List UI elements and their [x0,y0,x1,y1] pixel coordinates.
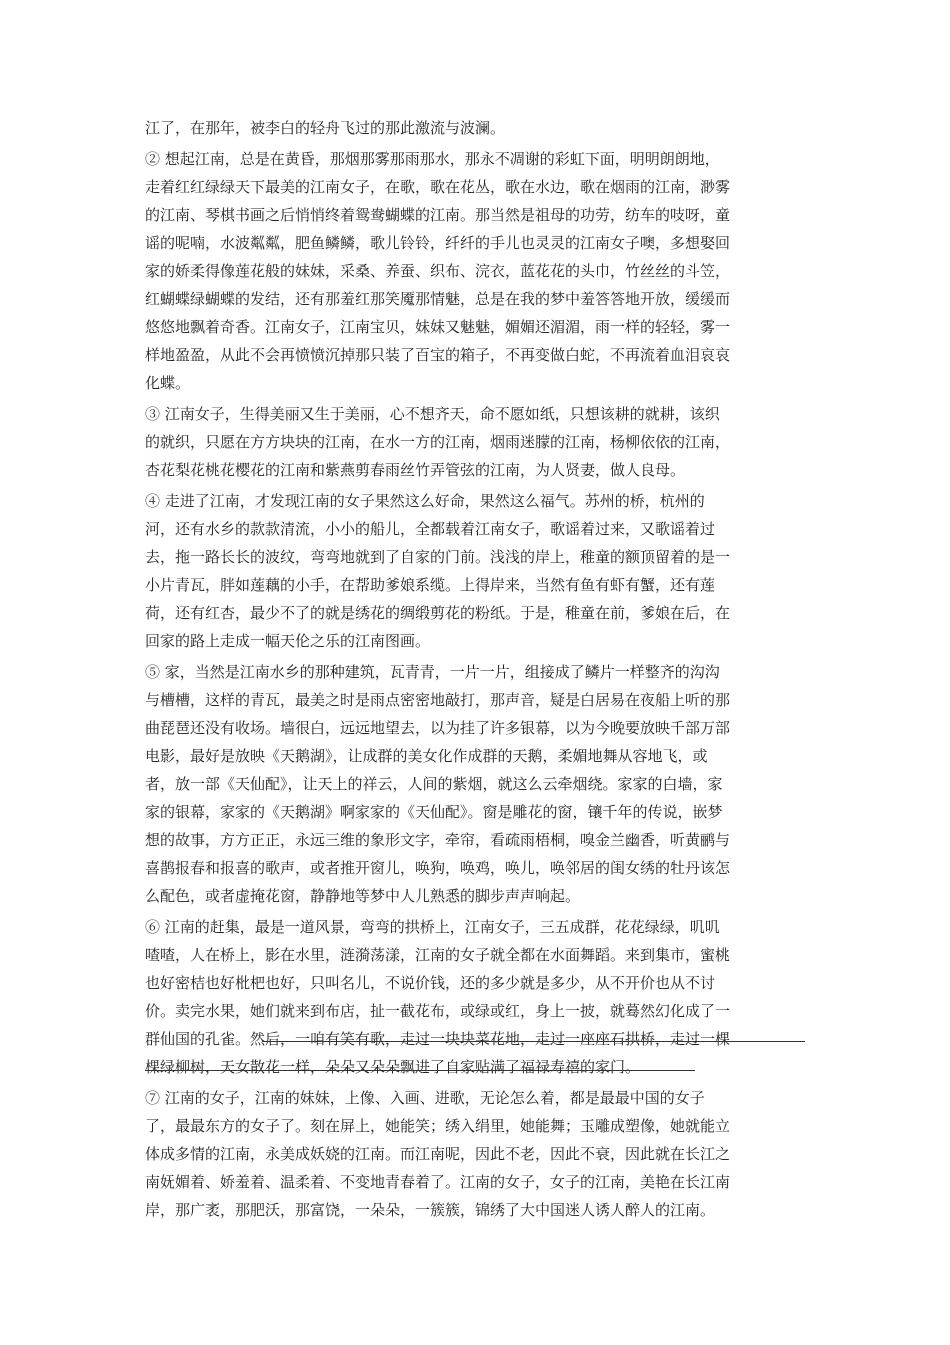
paragraph-2-line-8: 样地盈盈，从此不会再愤愤沉掉那只装了百宝的箱子，不再变做白蛇，不再流着血泪哀哀 [145,346,731,364]
paragraph-6-line-6: 棵绿柳树，天女散花一样，朵朵又朵朵飘进了自家贴满了福禄寿禧的家门。 [145,1058,641,1076]
paragraph-4-line-3: 去，拖一路长长的波纹，弯弯地就到了自家的门前。浅浅的岸上，稚童的额顶留着的是一 [145,548,731,566]
paragraph-5-line-7: 想的故事，方方正正，永远三维的象形文字，牵帘，看疏雨梧桐，嗅金兰幽香，听黄鹂与 [145,831,731,849]
paragraph-3-line-3: 杏花梨花桃花樱花的江南和紫燕剪春雨丝竹弄管弦的江南，为人贤妻，做人良母。 [145,461,686,479]
paragraph-4-line-1: ④ 走进了江南，才发现江南的女子果然这么好命，果然这么福气。苏州的桥，杭州的 [145,492,705,510]
article-body [145,114,745,1224]
paragraph-6-line-1: ⑥ 江南的赶集，最是一道风景，弯弯的拱桥上，江南女子，三五成群，花花绿绿，叽叽 [145,918,720,936]
paragraph-5-line-6: 家的银幕，家家的《天鹅湖》啊家家的《天仙配》。窗是雕花的窗，镶千年的传说，嵌梦 [145,803,723,821]
paragraph-5-line-5: 者，放一部《天仙配》，让天上的祥云，人间的紫烟，就这么云牵烟绕。家家的白墙，家 [145,775,723,793]
paragraph-7-line-2: 了，最最东方的女子了。刻在屏上，她能笑；绣入绢里，她能舞；玉雕成塑像，她就能立 [145,1117,731,1135]
paragraph-2-line-6: 红蝴蝶绿蝴蝶的发结，还有那羞红那笑魇那情魅，总是在我的梦中羞答答地开放，缓缓而 [145,290,731,308]
underline-rule [262,1041,805,1042]
paragraph-7-line-4: 南妩媚着、娇羞着、温柔着、不变地青春着了。江南的女子，女子的江南，美艳在长江南 [145,1173,731,1191]
paragraph-7-line-3: 体成多情的江南，永美成妖娆的江南。而江南呢，因此不老，因此不衰，因此就在长江之 [145,1145,731,1163]
paragraph-3-line-1: ③ 江南女子，生得美丽又生于美丽，心不想齐天，命不愿如纸，只想该耕的就耕，该织 [145,405,720,423]
paragraph-2-line-1: ② 想起江南，总是在黄昏，那烟那雾那雨那水，那永不凋谢的彩虹下面，明明朗朗地， [145,150,720,168]
paragraph-2-line-4: 谣的呢喃，水波粼粼，肥鱼鳞鳞，歌儿铃铃，纤纤的手儿也灵灵的江南女子噢，多想娶回 [145,234,731,252]
paragraph-5-line-1: ⑤ 家，当然是江南水乡的那种建筑，瓦青青，一片一片，组接成了鳞片一样整齐的沟沟 [145,663,720,681]
paragraph-5-line-9: 么配色，或者虚掩花窗，静静地等梦中人儿熟悉的脚步声声响起。 [145,887,581,905]
paragraph-5-line-4: 电影，最好是放映《天鹅湖》，让成群的美女化作成群的天鹅，柔媚地舞从容地飞，或 [145,747,708,765]
paragraph-7-line-1: ⑦ 江南的女子，江南的妹妹，上像、入画、进歌，无论怎么着，都是最最中国的女子 [145,1089,705,1107]
paragraph-4-line-4: 小片青瓦，胖如莲藕的小手，在帮助爹娘系缆。上得岸来，当然有鱼有虾有蟹，还有莲 [145,576,716,594]
underline-rule [145,1070,695,1071]
paragraph-1-line-1: 江了，在那年，被李白的轻舟飞过的那此激流与波澜。 [145,119,506,137]
paragraph-4-line-5: 荷，还有红杏，最少不了的就是绣花的绸缎剪花的粉纸。于是，稚童在前，爹娘在后，在 [145,604,731,622]
paragraph-4-line-2: 河，还有水乡的款款清流，小小的船儿，全都载着江南女子，歌谣着过来，又歌谣着过 [145,520,716,538]
paragraph-6-line-5: 群仙国的孔雀。然后，一咱有笑有歌，走过一块块菜花地，走过一座座石拱桥，走过一棵 [145,1030,731,1048]
paragraph-7-line-5: 岸，那广袤，那肥沃，那富饶，一朵朵，一簇簇，锦绣了大中国迷人诱人醉人的江南。 [145,1201,716,1219]
paragraph-6-line-4: 价。卖完水果，她们就来到布店，扯一截花布，或绿或红，身上一披，就蓦然幻化成了一 [145,1002,731,1020]
paragraph-2-line-3: 的江南、琴棋书画之后悄悄终着鸳鸯蝴蝶的江南。那当然是祖母的功劳，纺车的吱呀，童 [145,206,731,224]
paragraph-2-line-2: 走着红红绿绿天下最美的江南女子，在歌，歌在花丛，歌在水边，歌在烟雨的江南，渺雾 [145,178,731,196]
paragraph-5-line-2: 与槽槽，这样的青瓦，最美之时是雨点密密地敲打，那声音，疑是白居易在夜船上听的那 [145,691,731,709]
paragraph-6-line-2: 喳喳，人在桥上，影在水里，涟漪荡漾，江南的女子就全都在水面舞蹈。来到集市，蜜桃 [145,946,731,964]
paragraph-2-line-7: 悠悠地飘着奇香。江南女子，江南宝贝，妹妹又魅魅，媚媚还湄湄，雨一样的轻轻，雾一 [145,318,731,336]
paragraph-5-line-8: 喜鹊报春和报喜的歌声，或者推开窗儿，唤狗，唤鸡，唤儿，唤邻居的闺女绣的牡丹该怎 [145,859,731,877]
paragraph-5-line-3: 曲琵琶还没有收场。墙很白，远远地望去，以为挂了许多银幕，以为今晚要放映千部万部 [145,719,731,737]
paragraph-2-line-5: 家的娇柔得像莲花般的妹妹，采桑、养蚕、织布、浣衣，蓝花花的头巾，竹丝丝的斗笠， [145,262,731,280]
paragraph-4-line-6: 回家的路上走成一幅天伦之乐的江南图画。 [145,632,431,650]
paragraph-3-line-2: 的就织，只愿在方方块块的江南，在水一方的江南，烟雨迷朦的江南，杨柳依依的江南， [145,433,731,451]
paragraph-2-line-9: 化蝶。 [145,374,191,392]
paragraph-6-line-3: 也好密桔也好枇杷也好，只叫名儿，不说价钱，还的多少就是多少，从不开价也从不讨 [145,974,716,992]
